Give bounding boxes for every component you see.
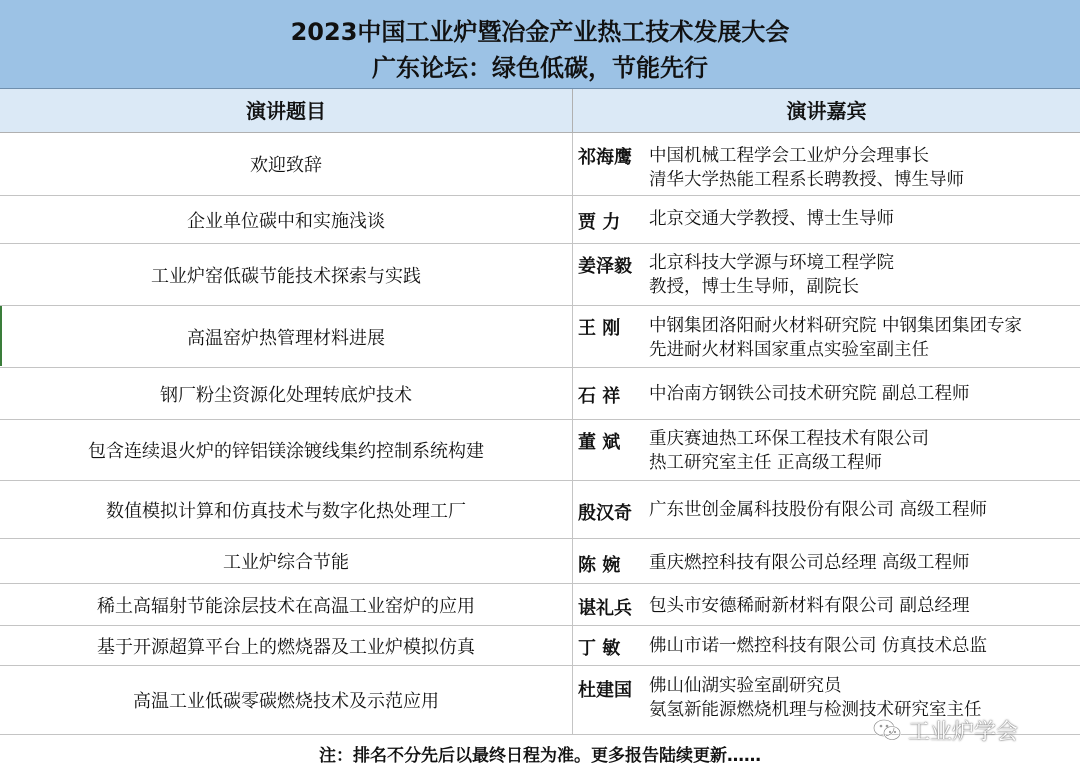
talk-topic: 稀土高辐射节能涂层技术在高温工业窑炉的应用 bbox=[0, 584, 573, 625]
affiliation-line: 北京科技大学源与环境工程学院 bbox=[649, 253, 894, 273]
talk-topic: 数值模拟计算和仿真技术与数字化热处理工厂 bbox=[0, 481, 573, 538]
speaker-cell bbox=[573, 196, 1080, 243]
column-header-topic: 演讲题目 bbox=[0, 89, 573, 133]
talk-topic: 欢迎致辞 bbox=[0, 133, 573, 195]
speaker-affiliation bbox=[649, 207, 894, 231]
table-row bbox=[0, 420, 1080, 481]
table-row bbox=[0, 306, 1080, 368]
speaker-affiliation bbox=[649, 498, 987, 522]
speaker-cell bbox=[573, 244, 1080, 305]
speaker-name: 丁 敏 bbox=[578, 638, 621, 659]
affiliation-line: 佛山市诺一燃控科技有限公司 仿真技术总监 bbox=[649, 636, 988, 656]
speaker-cell bbox=[573, 368, 1080, 419]
affiliation-line: 先进耐火材料国家重点实验室副主任 bbox=[649, 340, 929, 360]
speaker-cell bbox=[573, 539, 1080, 583]
footer-note: 注：排名不分先后以最终日程为准。更多报告陆续更新…… bbox=[319, 746, 761, 766]
table-row bbox=[0, 539, 1080, 584]
talk-topic: 工业炉窑低碳节能技术探索与实践 bbox=[0, 244, 573, 305]
speaker-cell bbox=[573, 481, 1080, 538]
speaker-cell bbox=[573, 133, 1080, 195]
affiliation-line: 中冶南方钢铁公司技术研究院 副总工程师 bbox=[649, 384, 970, 404]
forum-subtitle: 广东论坛：绿色低碳，节能先行 bbox=[372, 54, 708, 82]
speaker-affiliation bbox=[649, 427, 929, 475]
speaker-name: 王 刚 bbox=[578, 318, 621, 339]
table-row bbox=[0, 196, 1080, 244]
table-row bbox=[0, 368, 1080, 420]
table-row bbox=[0, 584, 1080, 626]
speaker-affiliation bbox=[649, 594, 970, 618]
talk-topic: 工业炉综合节能 bbox=[0, 539, 573, 583]
speaker-name: 贾 力 bbox=[578, 212, 621, 233]
table-row bbox=[0, 626, 1080, 666]
speaker-affiliation bbox=[649, 144, 964, 192]
speaker-name: 殷汉奇 bbox=[578, 503, 632, 524]
talk-topic: 包含连续退火炉的锌铝镁涂镀线集约控制系统构建 bbox=[0, 420, 573, 480]
table-row bbox=[0, 133, 1080, 196]
speaker-cell bbox=[573, 420, 1080, 480]
speaker-name: 董 斌 bbox=[578, 432, 621, 453]
affiliation-line: 中钢集团洛阳耐火材料研究院 中钢集团集团专家 bbox=[649, 316, 1023, 336]
speaker-affiliation bbox=[649, 382, 970, 406]
speaker-name: 石 祥 bbox=[578, 386, 621, 407]
talk-topic: 高温工业低碳零碳燃烧技术及示范应用 bbox=[0, 666, 573, 734]
row-edge-marker bbox=[0, 306, 2, 366]
wechat-icon bbox=[872, 717, 902, 743]
affiliation-line: 佛山仙湖实验室副研究员 bbox=[649, 676, 842, 696]
speaker-cell bbox=[573, 584, 1080, 625]
speaker-affiliation bbox=[649, 551, 970, 575]
conference-title: 2023中国工业炉暨冶金产业热工技术发展大会 bbox=[290, 18, 790, 46]
affiliation-line: 重庆赛迪热工环保工程技术有限公司 bbox=[649, 429, 929, 449]
speaker-affiliation bbox=[649, 634, 987, 658]
affiliation-line: 广东世创金属科技股份有限公司 高级工程师 bbox=[649, 500, 988, 520]
affiliation-line: 氨氢新能源燃烧机理与检测技术研究室主任 bbox=[649, 700, 982, 720]
speaker-cell bbox=[573, 626, 1080, 665]
watermark bbox=[872, 715, 1018, 745]
table-row bbox=[0, 244, 1080, 306]
speaker-name: 祁海鹰 bbox=[578, 147, 632, 168]
affiliation-line: 热工研究室主任 正高级工程师 bbox=[649, 453, 883, 473]
column-header-speaker: 演讲嘉宾 bbox=[573, 89, 1080, 133]
affiliation-line: 清华大学热能工程系长聘教授、博生导师 bbox=[649, 170, 964, 190]
speaker-name: 姜泽毅 bbox=[578, 256, 632, 277]
talk-topic: 基于开源超算平台上的燃烧器及工业炉模拟仿真 bbox=[0, 626, 573, 665]
speaker-name: 杜建国 bbox=[578, 680, 632, 701]
title-banner bbox=[0, 0, 1080, 89]
talk-topic: 企业单位碳中和实施浅谈 bbox=[0, 196, 573, 243]
affiliation-line: 中国机械工程学会工业炉分会理事长 bbox=[649, 146, 929, 166]
speaker-affiliation bbox=[649, 251, 894, 299]
speaker-name: 谌礼兵 bbox=[578, 598, 632, 619]
talk-topic: 高温窑炉热管理材料进展 bbox=[0, 306, 573, 367]
affiliation-line: 教授，博士生导师，副院长 bbox=[649, 277, 859, 297]
talk-topic: 钢厂粉尘资源化处理转底炉技术 bbox=[0, 368, 573, 419]
speaker-cell bbox=[573, 306, 1080, 367]
affiliation-line: 重庆燃控科技有限公司总经理 高级工程师 bbox=[649, 553, 970, 573]
affiliation-line: 包头市安德稀耐新材料有限公司 副总经理 bbox=[649, 596, 970, 616]
watermark-text: 工业炉学会 bbox=[908, 719, 1019, 745]
speaker-name: 陈 婉 bbox=[578, 555, 621, 576]
affiliation-line: 北京交通大学教授、博士生导师 bbox=[649, 209, 894, 229]
speaker-affiliation bbox=[649, 314, 1022, 362]
table-row bbox=[0, 481, 1080, 539]
